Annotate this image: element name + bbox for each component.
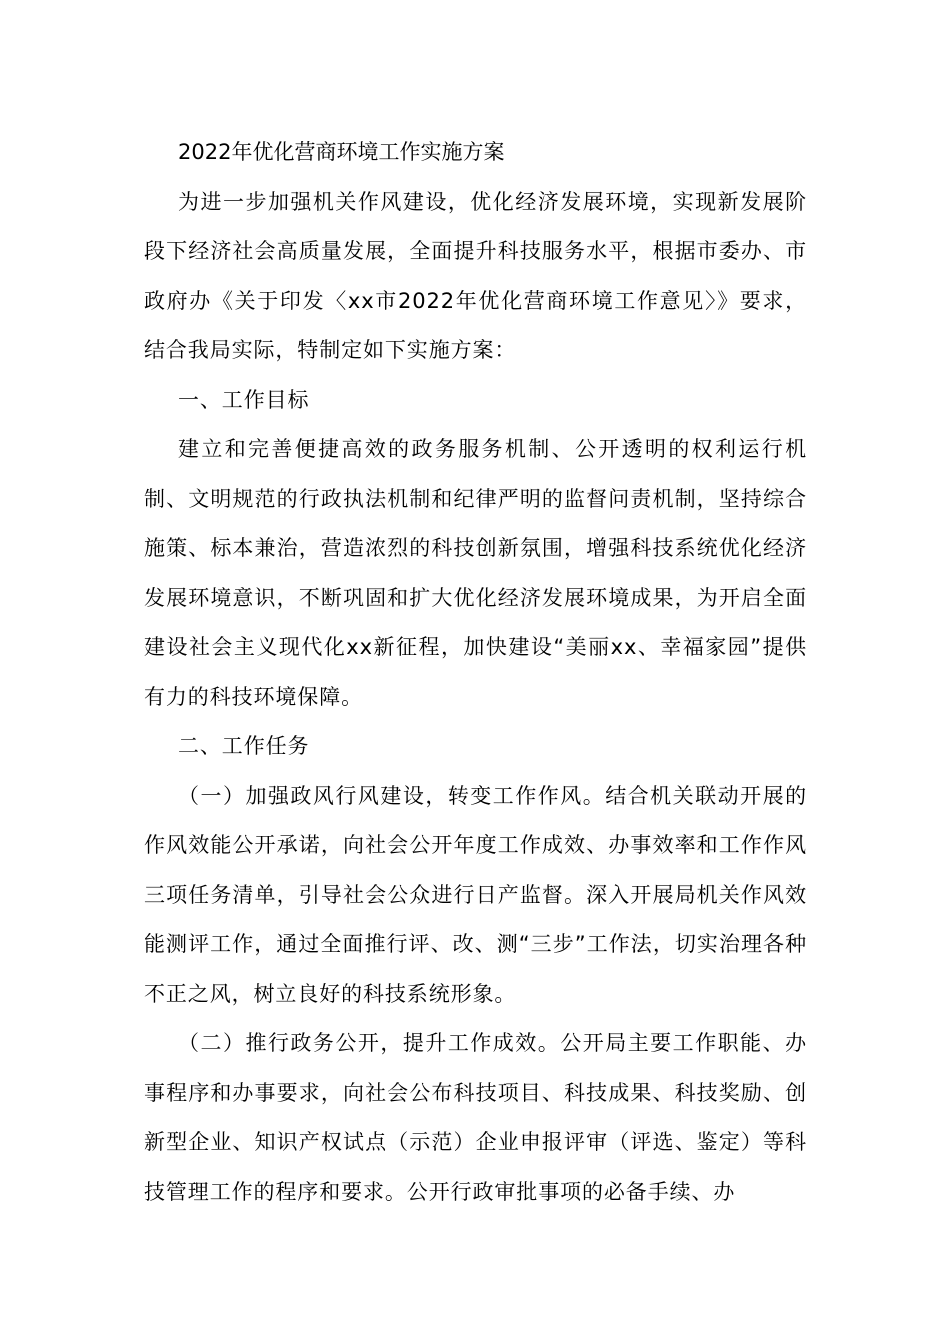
task-paragraph-2: （二）推行政务公开，提升工作成效。公开局主要工作职能、办事程序和办事要求，向社会公布科技项目、科技成果、科技奖励、创新型企业、知识产权试点（示范）企业申报评审（评选、鉴定）等科技管理工作的程序和要求。公开行政审批事项的必备手续、办 [144, 1031, 807, 1204]
section-heading-goals: 一、工作目标 [178, 387, 310, 412]
section-heading-tasks: 二、工作任务 [178, 734, 310, 758]
intro-paragraph: 为进一步加强机关作风建设，优化经济发展环境，实现新发展阶段下经济社会高质量发展，全面提升科技服务水平，根据市委办、市政府办《关于印发〈xx市2022年优化营商环境工作意见〉》要求，结合我局实际，特制定如下实施方案： [144, 189, 807, 362]
task-paragraph-1: （一）加强政风行风建设，转变工作作风。结合机关联动开展的作风效能公开承诺，向社会公开年度工作成效、办事效率和工作作风三项任务清单，引导社会公众进行日产监督。深入开展局机关作风效能测评工作，通过全面推行评、改、测“三步”工作法，切实治理各种不正之风，树立良好的科技系统形象。 [144, 783, 807, 1006]
goals-paragraph: 建立和完善便捷高效的政务服务机制、公开透明的权利运行机制、文明规范的行政执法机制和纪律严明的监督问责机制，坚持综合施策、标本兼治，营造浓烈的科技创新氛围，增强科技系统优化经济发展环境意识，不断巩固和扩大优化经济发展环境成果，为开启全面建设社会主义现代化xx新征程，加快建设“美丽xx、幸福家园”提供有力的科技环境保障。 [144, 437, 807, 709]
document-title: 2022年优化营商环境工作实施方案 [178, 140, 505, 164]
document-body [144, 128, 807, 1217]
